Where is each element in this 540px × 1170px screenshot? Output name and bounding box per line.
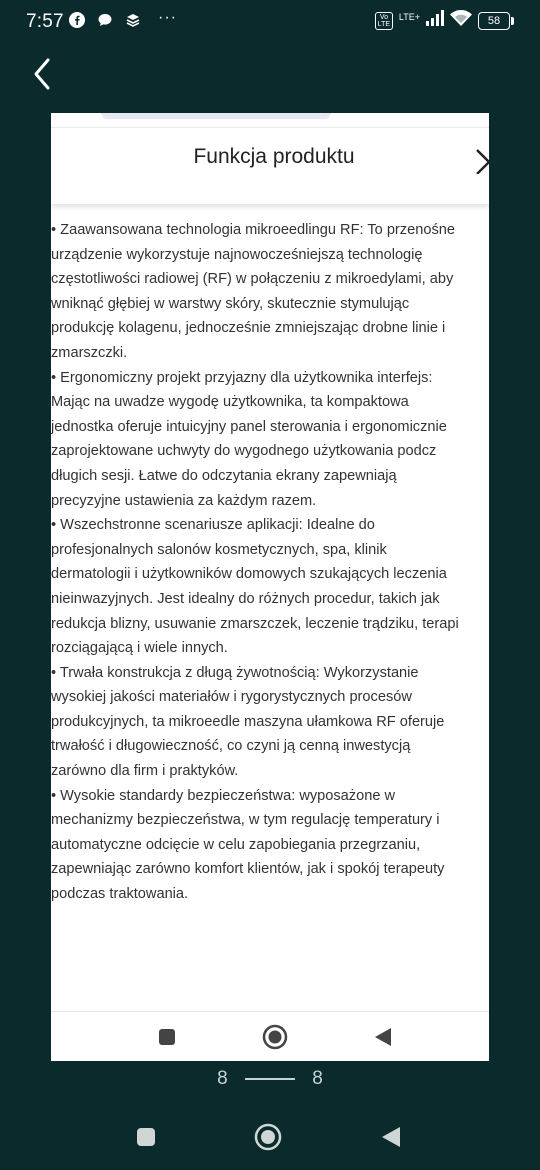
description-line: produkcję kolagenu, jednocześnie zmniejszając drobne linie i (51, 320, 446, 337)
square-icon (136, 1127, 156, 1147)
circle-icon (254, 1123, 282, 1151)
description-line: zapewniając zarówno komfort klientów, jak i spokój terapeuty (51, 861, 445, 878)
square-icon (157, 1027, 177, 1047)
back-nav-button[interactable] (353, 1012, 413, 1061)
description-line: • Wszechstronne scenariusze aplikacji: Idealne do (51, 517, 375, 534)
description-line: częstotliwości radiowej (RF) w połączeniu z mikroedylami, aby (51, 271, 454, 288)
description-line: trwałość i długowieczność, co czyni ją cenną inwestycją (51, 738, 411, 755)
description-line: precyzyjne ustawienia za każdym razem. (51, 492, 317, 509)
description-line: mechanizmy bezpieczeństwa, w tym regulację temperatury i (51, 812, 440, 829)
recents-button[interactable] (137, 1012, 197, 1061)
description-line: nieinwazyjnych. Jest idealny do różnych procedur, takich jak (51, 590, 440, 607)
inner-navigation-bar (51, 1011, 489, 1061)
system-navigation-bar (0, 1110, 540, 1170)
pager-divider (245, 1078, 295, 1080)
page-title: Funkcja produktu (193, 145, 355, 168)
description-line: • Wysokie standardy bezpieczeństwa: wyposażone w (51, 787, 396, 804)
description-line: rozciągającą i wiele innych. (51, 640, 228, 657)
image-pager (0, 1068, 540, 1090)
description-line: Mając na uwadze wygodę użytkownika, ta kompaktowa (51, 394, 409, 411)
status-time: 7:57 (26, 11, 64, 32)
description-line: urządzenie wykorzystuje najnowocześniejszą technologię (51, 246, 423, 263)
circle-icon (262, 1024, 288, 1050)
description-line: wysokiej jakości materiałów i rygorystycznych procesów (51, 689, 412, 706)
description-line: zarówno dla firm i praktyków. (51, 763, 239, 780)
layers-icon (124, 11, 142, 29)
product-function-header (51, 127, 489, 204)
home-button[interactable] (245, 1012, 305, 1061)
description-line: redukcja blizny, usuwanie zmarszczek, leczenie trądziku, terapi (51, 615, 459, 632)
network-type: LTE+ (398, 11, 420, 22)
top-tab-remnant (101, 113, 331, 119)
description-line: profesjonalnych salonów kosmetycznych, spa, klinik (51, 541, 387, 558)
pager-total: 8 (312, 1068, 323, 1089)
more-notifications-icon: ··· (158, 9, 177, 26)
description-line: automatyczne odcięcie w celu zapobiegania przegrzaniu, (51, 836, 421, 853)
chat-icon (96, 11, 114, 29)
description-line: wniknąć głębiej w warstwy skóry, skutecznie stymulując (51, 295, 410, 312)
status-notification-icons (68, 11, 177, 29)
description-line: produkcyjnych, ta mikroeedle maszyna ułamkowa RF oferuje (51, 713, 445, 730)
description-line: długich sesji. Łatwe do odczytania ekrany zapewniają (51, 467, 397, 484)
status-bar (0, 0, 540, 44)
description-line: • Ergonomiczny projekt przyjazny dla użytkownika interfejs: (51, 369, 433, 386)
wifi-icon (450, 10, 472, 31)
description-line: • Zaawansowana technologia mikroeedlingu RF: To przenośne (51, 222, 455, 238)
facebook-icon (68, 11, 86, 29)
description-line: zmarszczki. (51, 344, 128, 361)
description-line: jednostka oferuje intuicyjny panel sterowania i ergonomicznie (51, 418, 447, 435)
status-system-icons (375, 10, 510, 31)
triangle-back-icon (380, 1126, 402, 1148)
chevron-left-icon (32, 58, 52, 90)
triangle-back-icon (373, 1026, 393, 1048)
description-line: • Trwała konstrukcja z długą żywotnością: Wykorzystanie (51, 664, 419, 681)
description-line: zaprojektowane uchwyty do wygodnego użytkowania podcz (51, 443, 437, 460)
volte-icon: Vo LTE (375, 12, 393, 30)
system-recents-button[interactable] (136, 1127, 156, 1152)
description-line: podczas traktowania. (51, 886, 189, 903)
system-back-button[interactable] (380, 1126, 402, 1153)
close-icon[interactable] (473, 144, 489, 174)
system-home-button[interactable] (254, 1123, 282, 1156)
back-button[interactable] (24, 56, 60, 92)
product-screenshot-view (51, 113, 489, 1061)
battery-indicator: 58 (478, 12, 510, 30)
pager-current: 8 (217, 1068, 228, 1089)
signal-icon (426, 10, 444, 31)
description-line: dermatologii i użytkowników domowych szukających leczenia (51, 566, 447, 583)
product-description (51, 218, 489, 907)
